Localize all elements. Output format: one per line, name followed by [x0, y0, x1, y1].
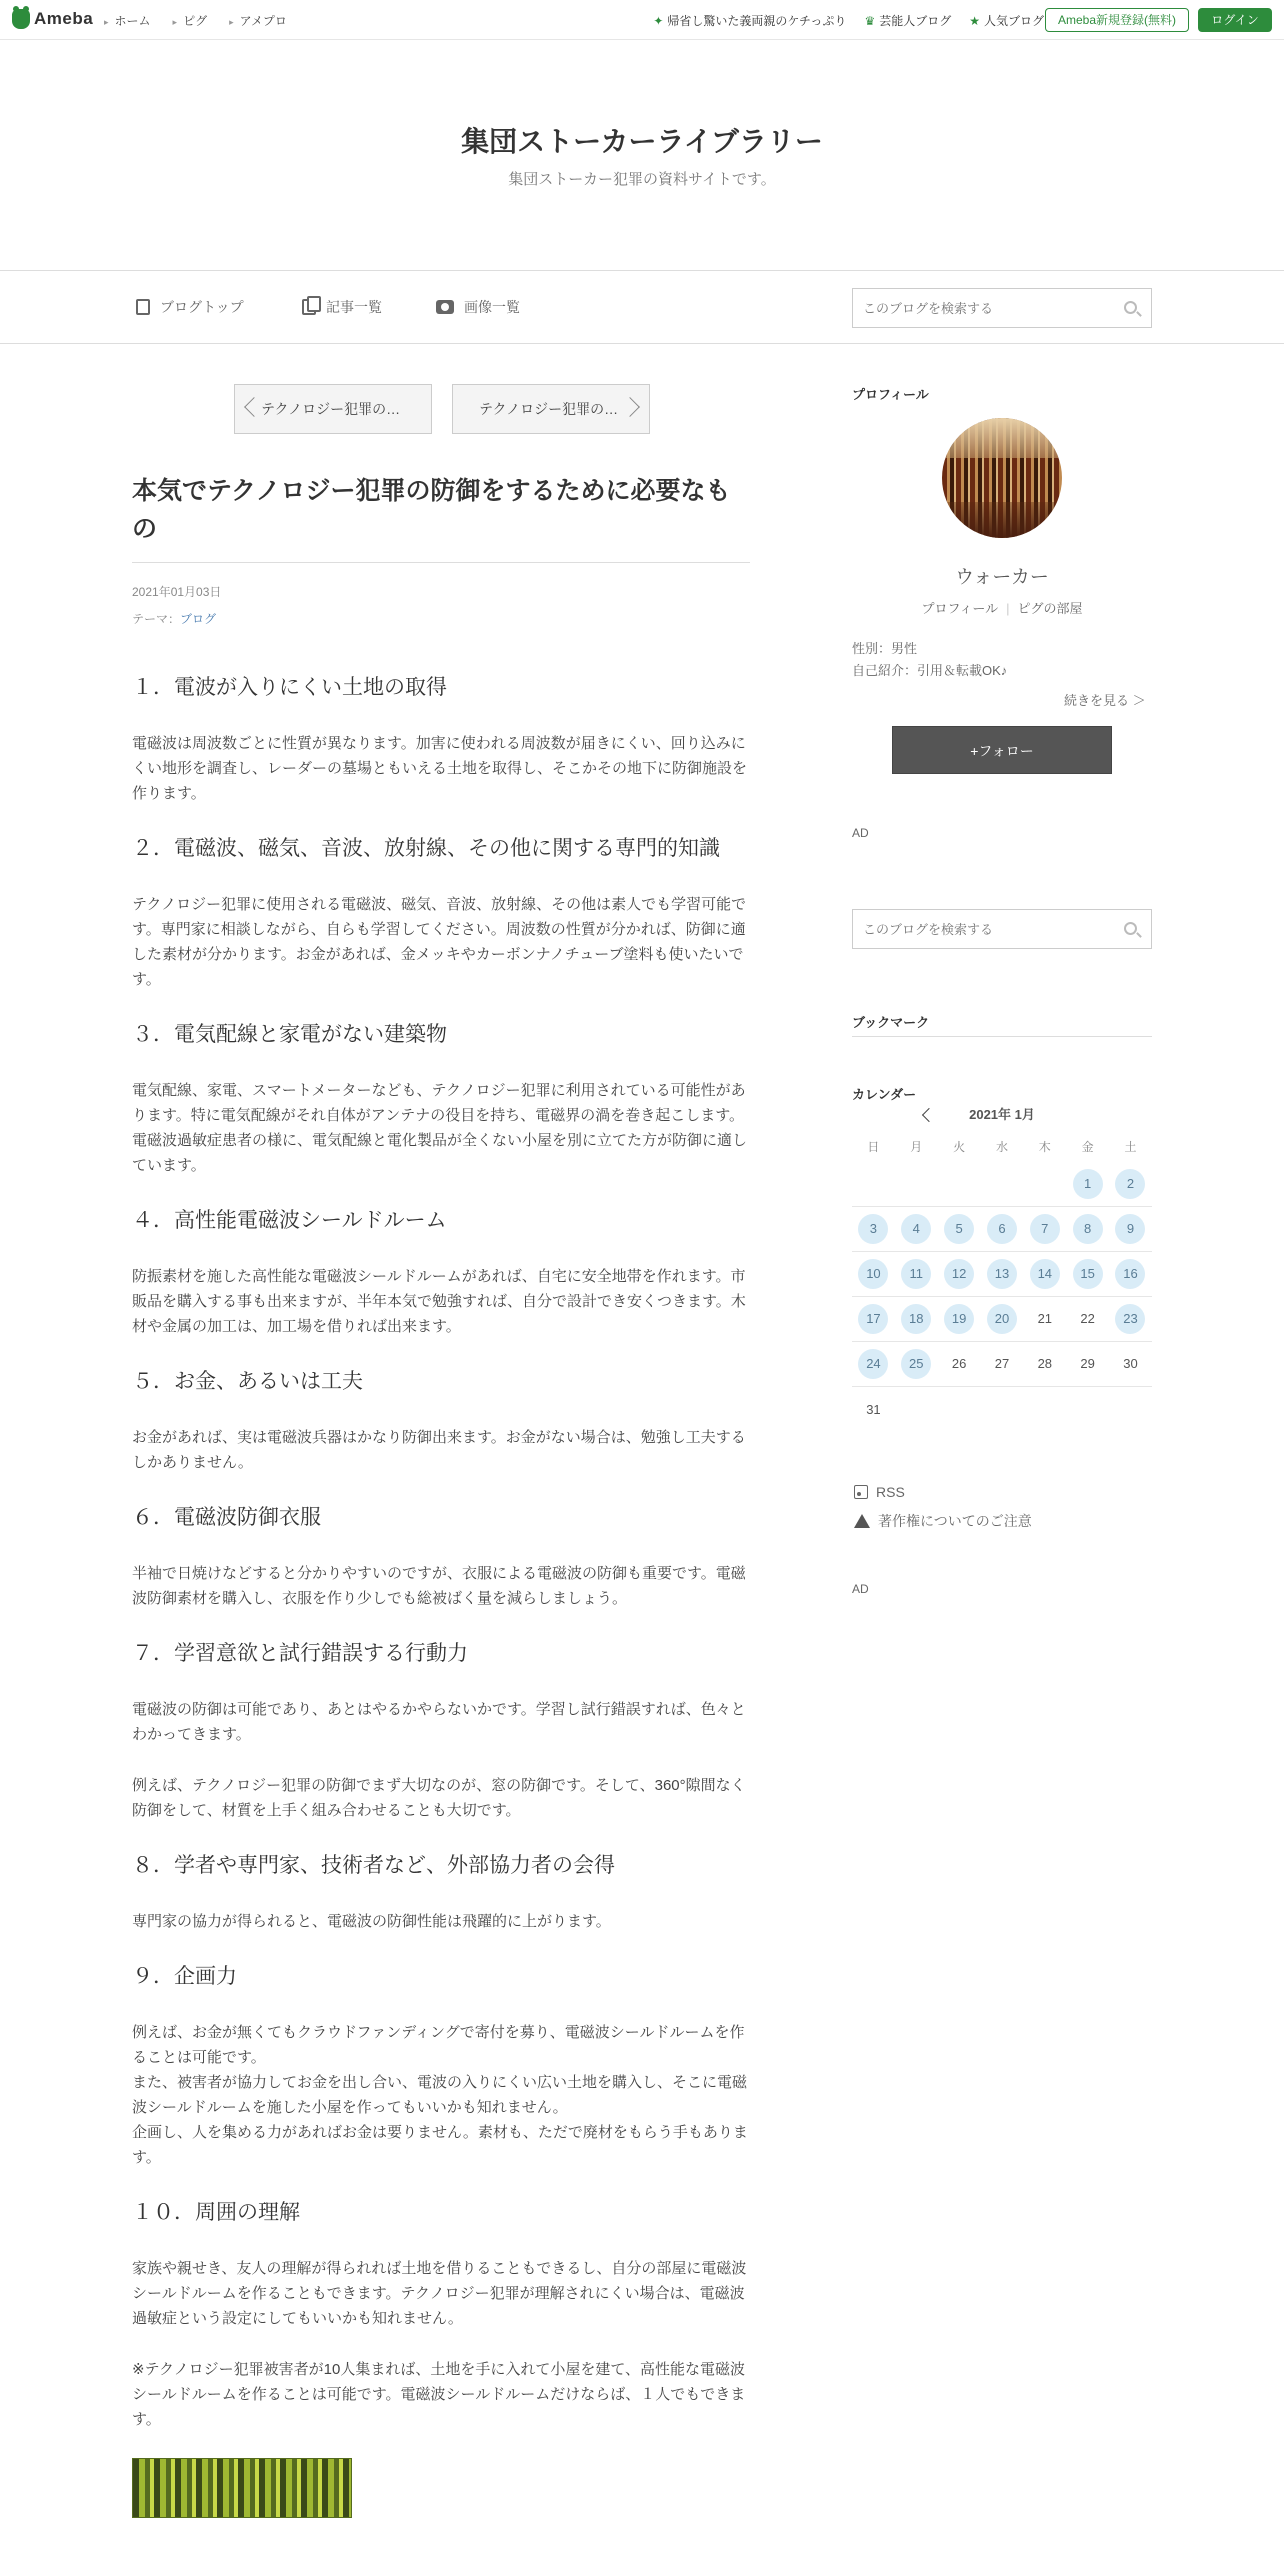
calendar-day[interactable]: 23 [1115, 1304, 1145, 1334]
rss-label: RSS [876, 1484, 905, 1500]
calendar-cell [1109, 1304, 1152, 1334]
next-entry-button[interactable] [452, 384, 650, 434]
section-paragraph: 半袖で日焼けなどすると分かりやすいのですが、衣服による電磁波の防御も重要です。電磁波防御素材を購入し、衣服を作り少しでも総被ばく量を減らしましょう。 [132, 1565, 746, 1607]
calendar-cell [1109, 1169, 1152, 1199]
prev-entry-label: テクノロジー犯罪の… [261, 401, 401, 417]
calendar-day: 29 [1080, 1356, 1095, 1371]
calendar-day[interactable]: 8 [1073, 1214, 1103, 1244]
section-paragraph: ※テクノロジー犯罪被害者が10人集まれば、土地を手に入れて小屋を建て、高性能な電磁波シールドルームを作ることは可能です。電磁波シールドルームだけならば、１人でもできます。 [132, 2361, 746, 2428]
nav-image-list-label: 画像一覧 [464, 299, 520, 315]
calendar-weekday: 月 [910, 1139, 923, 1154]
calendar-day[interactable]: 3 [858, 1214, 888, 1244]
profile-link[interactable]: プロフィール [921, 601, 999, 616]
logo-text: Ameba [34, 9, 94, 28]
profile-avatar[interactable] [942, 418, 1062, 538]
calendar-cell [852, 1259, 895, 1289]
blog-description: 集団ストーカー犯罪の資料サイトです。 [508, 171, 776, 188]
nav-entry-list-label: 記事一覧 [326, 299, 382, 315]
section-heading: ５．お金、あるいは工夫 [132, 1370, 363, 1393]
copyright-label: 著作権についてのご注意 [878, 1513, 1032, 1529]
calendar-day[interactable]: 18 [901, 1304, 931, 1334]
featured-link-popular-label: 人気ブログ [983, 14, 1044, 28]
blog-search [852, 288, 1152, 328]
next-entry-label: テクノロジー犯罪の… [479, 401, 619, 417]
article-date: 2021年01月03日 [132, 585, 222, 599]
calendar-day[interactable]: 19 [944, 1304, 974, 1334]
section-paragraph: 防振素材を施した高性能な電磁波シールドルームがあれば、自宅に安全地帯を作れます。市販品を購入する事も出来ますが、半年本気で勉強すれば、自分で設計でき安くつきます。木材や金属の加工は、加工場を借りれば出来ます。 [132, 1268, 746, 1335]
calendar-weekday: 水 [995, 1139, 1008, 1154]
section-paragraph: 専門家の協力が得られると、電磁波の防御性能は飛躍的に上がります。 [132, 1913, 611, 1930]
section-paragraph: テクノロジー犯罪に使用される電磁波、磁気、音波、放射線、その他は素人でも学習可能です。専門家に相談しながら、自らも学習してください。周波数の性質が分かれば、防御に適した素材が分かります。お金があれば、金メッキやカーボンナノチューブ塗料も使いたいです。 [132, 896, 747, 988]
nav-amepro-link[interactable]: ▸ アメプロ [229, 12, 287, 29]
rss-icon [854, 1485, 868, 1499]
register-button[interactable]: Ameba新規登録(無料) [1045, 8, 1189, 32]
rss-link[interactable] [854, 1484, 905, 1500]
featured-links [653, 12, 1044, 29]
calendar-weekday: 木 [1038, 1139, 1051, 1154]
calendar-cell [1066, 1304, 1109, 1334]
calendar-day[interactable]: 12 [944, 1259, 974, 1289]
nav-blog-top-label: ブログトップ [160, 299, 244, 315]
calendar-cell [852, 1214, 895, 1244]
document-icon [136, 299, 150, 315]
calendar-cell [1023, 1214, 1066, 1244]
profile-more-link[interactable]: 続きを見る ＞ [1064, 693, 1146, 708]
calendar-day[interactable]: 14 [1030, 1259, 1060, 1289]
calendar-cell [895, 1214, 938, 1244]
section-paragraph: 家族や親せき、友人の理解が得られれば土地を借りることもできるし、自分の部屋に電磁波シールドルームを作ることもできます。テクノロジー犯罪が理解されにくい場合は、電磁波過敏症という設定にしてもいいかも知れません。 [132, 2260, 747, 2327]
calendar-cell [852, 1349, 895, 1379]
calendar-day[interactable]: 10 [858, 1259, 888, 1289]
calendar-heading: カレンダー [852, 1087, 917, 1102]
calendar-day[interactable]: 2 [1115, 1169, 1145, 1199]
section-paragraph: 電磁波の防御は可能であり、あとはやるかやらないかです。学習し試行錯誤すれば、色々とわかってきます。 [132, 1701, 746, 1743]
pigg-room-link[interactable]: ピグの部屋 [1017, 601, 1083, 616]
calendar-cell [938, 1214, 981, 1244]
article-body [132, 671, 750, 2432]
calendar-day[interactable]: 20 [987, 1304, 1017, 1334]
sidebar-search-input[interactable] [853, 910, 1103, 948]
calendar-cell [852, 1304, 895, 1334]
calendar-cell [981, 1304, 1024, 1334]
nav-image-list[interactable] [436, 297, 520, 317]
calendar-week [852, 1252, 1152, 1297]
section-paragraph: お金があれば、実は電磁波兵器はかなり防御出来ます。お金がない場合は、勉強し工夫するしかありません。 [132, 1429, 746, 1471]
nav-entry-list[interactable] [302, 297, 382, 317]
calendar-week [852, 1207, 1152, 1252]
section-heading: ７．学習意欲と試行錯誤する行動力 [132, 1642, 468, 1665]
theme-link[interactable]: ブログ [180, 612, 217, 626]
article-title: 本気でテクノロジー犯罪の防御をするために必要なもの [132, 472, 750, 563]
calendar-weekday: 金 [1081, 1139, 1094, 1154]
calendar-weekday: 火 [953, 1139, 966, 1154]
star-icon: ★ [969, 14, 980, 28]
calendar-cell [852, 1395, 895, 1425]
calendar-day: 30 [1123, 1356, 1138, 1371]
section-heading: １．電波が入りにくい土地の取得 [132, 676, 447, 699]
calendar-month: 2021年 1月 [969, 1107, 1035, 1122]
calendar-day[interactable]: 13 [987, 1259, 1017, 1289]
calendar-day[interactable]: 25 [901, 1349, 931, 1379]
calendar-day[interactable]: 17 [858, 1304, 888, 1334]
section-paragraph: 電気配線、家電、スマートメーターなども、テクノロジー犯罪に利用されている可能性があります。特に電気配線がそれ自体がアンテナの役目を持ち、電磁界の渦を巻き起こします。電磁波過敏症患者の様に、電気配線と電化製品が全くない小屋を別に立てた方が防御に適しています。 [132, 1082, 748, 1174]
calendar-day[interactable]: 4 [901, 1214, 931, 1244]
section-paragraph: 電磁波は周波数ごとに性質が異なります。加害に使われる周波数が届きにくい、回り込みにくい地形を調査し、レーダーの墓場ともいえる土地を取得し、そこかその地下に防御施設を作ります。 [132, 735, 748, 802]
section-paragraph: 例えば、テクノロジー犯罪の防御でまず大切なのが、窓の防御です。そして、360°隙間なく防御をして、材質を上手く組み合わせることも大切です。 [132, 1777, 746, 1819]
calendar-cell [1109, 1349, 1152, 1379]
calendar-day[interactable]: 5 [944, 1214, 974, 1244]
login-button[interactable]: ログイン [1198, 8, 1272, 32]
featured-link-topic[interactable] [653, 12, 846, 29]
section-paragraph: 例えば、お金が無くてもクラウドファンディングで寄付を募り、電磁波シールドルームを作ることは可能です。 また、被害者が協力してお金を出し合い、電波の入りにくい広い土地を購入し、そこに電磁波シールドルームを施した小屋を作ってもいいかも知れません。 企画し、人を集める力があればお金は要りません。素材も、ただで廃材をもらう手もあります。 [132, 2024, 748, 2166]
featured-link-celebrity[interactable] [864, 12, 951, 29]
section-heading: １０．周囲の理解 [132, 2201, 300, 2224]
calendar-cell [981, 1349, 1024, 1379]
calendar-cell [1066, 1259, 1109, 1289]
calendar-day: 28 [1037, 1356, 1053, 1371]
calendar-cell [1066, 1349, 1109, 1379]
global-header [0, 0, 1284, 40]
separator: | [1006, 601, 1010, 616]
nav-home-link[interactable]: ▸ ホーム [104, 12, 151, 29]
article-theme-label: テーマ： [132, 612, 181, 626]
calendar-weekday: 日 [867, 1139, 880, 1154]
section-heading: ４．高性能電磁波シールドルーム [132, 1209, 447, 1232]
search-icon[interactable] [1124, 922, 1137, 935]
section-heading: ６．電磁波防御衣服 [132, 1506, 321, 1529]
section-heading: ２．電磁波、磁気、音波、放射線、その他に関する専門的知識 [132, 837, 720, 860]
profile-gender: 性別：男性 [852, 641, 918, 656]
calendar-day[interactable]: 24 [858, 1349, 888, 1379]
calendar-cell [895, 1259, 938, 1289]
profile-links [852, 598, 1152, 617]
featured-link-popular[interactable] [969, 12, 1044, 29]
calendar-day[interactable]: 9 [1115, 1214, 1145, 1244]
calendar-cell [895, 1349, 938, 1379]
crown-icon: ♛ [864, 14, 876, 28]
calendar-day: 31 [866, 1401, 881, 1417]
ameba-logo[interactable] [12, 9, 93, 29]
blog-search-input[interactable] [853, 289, 1103, 327]
calendar-grid [852, 1130, 1152, 1432]
profile-name[interactable]: ウォーカー [955, 567, 1049, 588]
ameba-logo-icon [12, 9, 30, 29]
calendar-day[interactable]: 16 [1115, 1259, 1145, 1289]
calendar-day: 21 [1037, 1311, 1053, 1326]
sparkle-icon: ✦ [653, 14, 664, 28]
nav-blog-top[interactable] [136, 297, 244, 317]
global-nav [104, 12, 287, 29]
calendar-cell [895, 1304, 938, 1334]
featured-link-topic-label: 帰省し驚いた義両親のケチっぷり [667, 14, 847, 28]
calendar-cell [981, 1259, 1024, 1289]
calendar-day[interactable]: 1 [1073, 1169, 1103, 1199]
profile-intro: 自己紹介：引用＆転載OK♪ [852, 663, 1008, 678]
blog-title[interactable]: 集団ストーカーライブラリー [461, 126, 823, 157]
calendar-cell [1109, 1214, 1152, 1244]
warning-icon [854, 1514, 870, 1528]
calendar-week [852, 1162, 1152, 1207]
section-heading: ９．企画力 [132, 1965, 237, 1988]
calendar-cell [981, 1214, 1024, 1244]
calendar-week [852, 1297, 1152, 1342]
featured-link-celebrity-label: 芸能人ブログ [879, 14, 952, 28]
calendar-week [852, 1342, 1152, 1387]
section-heading: ３．電気配線と家電がない建築物 [132, 1023, 447, 1046]
article-theme [132, 610, 750, 627]
calendar-day[interactable]: 11 [901, 1259, 931, 1289]
profile-heading: プロフィール [852, 387, 929, 402]
nav-pigg-link[interactable]: ▸ ピグ [173, 12, 208, 29]
calendar-week [852, 1387, 1152, 1432]
prev-entry-button[interactable] [234, 384, 432, 434]
camera-icon [436, 300, 454, 314]
divider [852, 1036, 1152, 1037]
calendar-cell [1109, 1259, 1152, 1289]
article-image[interactable] [132, 2458, 352, 2518]
calendar-cell [938, 1349, 981, 1379]
calendar-day: 27 [994, 1356, 1010, 1371]
blog-nav [0, 270, 1284, 344]
calendar-day[interactable]: 7 [1030, 1214, 1060, 1244]
ad-label: AD [852, 826, 869, 840]
calendar-cell [1066, 1214, 1109, 1244]
calendar-cell [938, 1259, 981, 1289]
copy-icon [302, 299, 316, 315]
chevron-right-icon [620, 397, 640, 417]
bookmark-heading: ブックマーク [852, 1015, 930, 1030]
search-icon[interactable] [1124, 301, 1137, 314]
calendar-cell [1023, 1349, 1066, 1379]
ad-label: AD [852, 1582, 869, 1596]
copyright-link[interactable] [854, 1511, 1032, 1531]
calendar-day[interactable]: 15 [1073, 1259, 1103, 1289]
calendar-cell [1066, 1169, 1109, 1199]
calendar-cell [1023, 1304, 1066, 1334]
follow-button[interactable]: +フォロー [892, 726, 1112, 774]
calendar-cell [938, 1304, 981, 1334]
calendar-weekdays [852, 1130, 1152, 1162]
article [132, 472, 750, 2518]
calendar-cell [1023, 1259, 1066, 1289]
sidebar-search [852, 909, 1152, 949]
calendar-day[interactable]: 6 [987, 1214, 1017, 1244]
calendar-day: 22 [1080, 1311, 1095, 1326]
calendar-weekday: 土 [1124, 1139, 1137, 1154]
section-heading: ８．学者や専門家、技術者など、外部協力者の会得 [132, 1854, 615, 1877]
calendar-day: 26 [951, 1356, 967, 1371]
